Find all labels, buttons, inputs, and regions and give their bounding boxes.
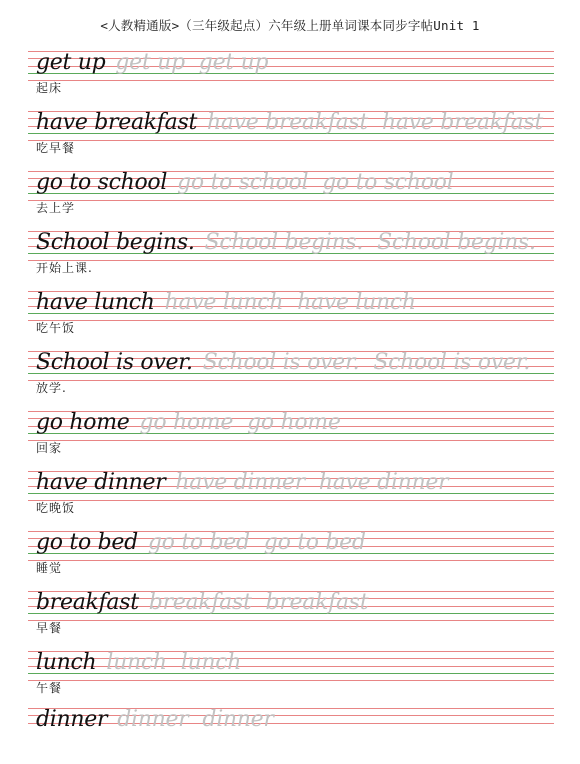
phrase-line	[36, 230, 536, 256]
trace-text: lunch	[106, 650, 167, 675]
practice-row	[0, 704, 580, 764]
phrase-line	[36, 290, 416, 316]
phrase-line	[36, 650, 241, 676]
trace-text: have breakfast	[381, 110, 543, 135]
trace-text: go home	[247, 410, 341, 435]
meaning-text: 放学.	[36, 381, 67, 395]
trace-text: go to bed	[263, 530, 366, 555]
practice-row	[0, 587, 580, 647]
phrase-line	[36, 50, 268, 76]
phrase-text: lunch	[36, 650, 97, 675]
trace-text: go to bed	[147, 530, 250, 555]
phrase-text: School is over.	[36, 350, 193, 375]
phrase-text: have breakfast	[36, 110, 197, 135]
meaning-text: 回家	[36, 441, 63, 455]
meaning-text: 吃晚饭	[36, 501, 76, 515]
phrase-line	[36, 530, 366, 556]
trace-text: go to school	[322, 170, 454, 195]
trace-text: have breakfast	[206, 110, 368, 135]
practice-row	[0, 227, 580, 287]
practice-row	[0, 467, 580, 527]
phrase-text: get up	[36, 50, 106, 75]
trace-text: have lunch	[297, 290, 416, 315]
meaning-text: 吃早餐	[36, 141, 76, 155]
meaning-text: 睡觉	[36, 561, 63, 575]
phrase-line	[36, 170, 453, 196]
meaning-text: 起床	[36, 81, 63, 95]
practice-row	[0, 47, 580, 107]
meaning-text: 午餐	[36, 681, 63, 695]
page-title: <人教精通版>（三年级起点）六年级上册单词课本同步字帖Unit 1	[100, 18, 480, 33]
phrase-text: breakfast	[36, 590, 139, 615]
meaning-text: 开始上课.	[36, 261, 93, 275]
practice-row	[0, 287, 580, 347]
practice-row	[0, 347, 580, 407]
phrase-text: dinner	[36, 707, 108, 732]
trace-text: School begins.	[377, 230, 536, 255]
phrase-text: have lunch	[36, 290, 155, 315]
meaning-text: 去上学	[36, 201, 76, 215]
phrase-line	[36, 707, 274, 733]
trace-text: get up	[115, 50, 185, 75]
meaning-text: 早餐	[36, 621, 63, 635]
trace-text: get up	[198, 50, 269, 75]
phrase-text: go to bed	[36, 530, 138, 555]
trace-text: have lunch	[164, 290, 284, 315]
phrase-line	[36, 590, 368, 616]
trace-text: have dinner	[318, 470, 449, 495]
practice-row	[0, 527, 580, 587]
practice-row	[0, 167, 580, 227]
trace-text: go to school	[177, 170, 309, 195]
phrase-line	[36, 410, 341, 436]
trace-text: School is over.	[202, 350, 360, 375]
trace-text: lunch	[180, 650, 242, 675]
practice-row	[0, 407, 580, 467]
phrase-text: School begins.	[36, 230, 195, 255]
phrase-text: have dinner	[36, 470, 166, 495]
trace-text: breakfast	[148, 590, 252, 615]
meaning-text: 吃午饭	[36, 321, 76, 335]
phrase-line	[36, 470, 448, 496]
practice-row	[0, 647, 580, 707]
trace-text: breakfast	[265, 590, 369, 615]
trace-text: dinner	[117, 707, 189, 732]
phrase-line	[36, 350, 530, 376]
trace-text: dinner	[202, 707, 274, 732]
trace-text: School begins.	[204, 230, 364, 255]
phrase-line	[36, 110, 543, 136]
trace-text: have dinner	[175, 470, 305, 495]
trace-text: go home	[139, 410, 234, 435]
trace-text: School is over.	[373, 350, 531, 375]
phrase-text: go home	[36, 410, 130, 435]
practice-row	[0, 107, 580, 167]
phrase-text: go to school	[36, 170, 168, 195]
